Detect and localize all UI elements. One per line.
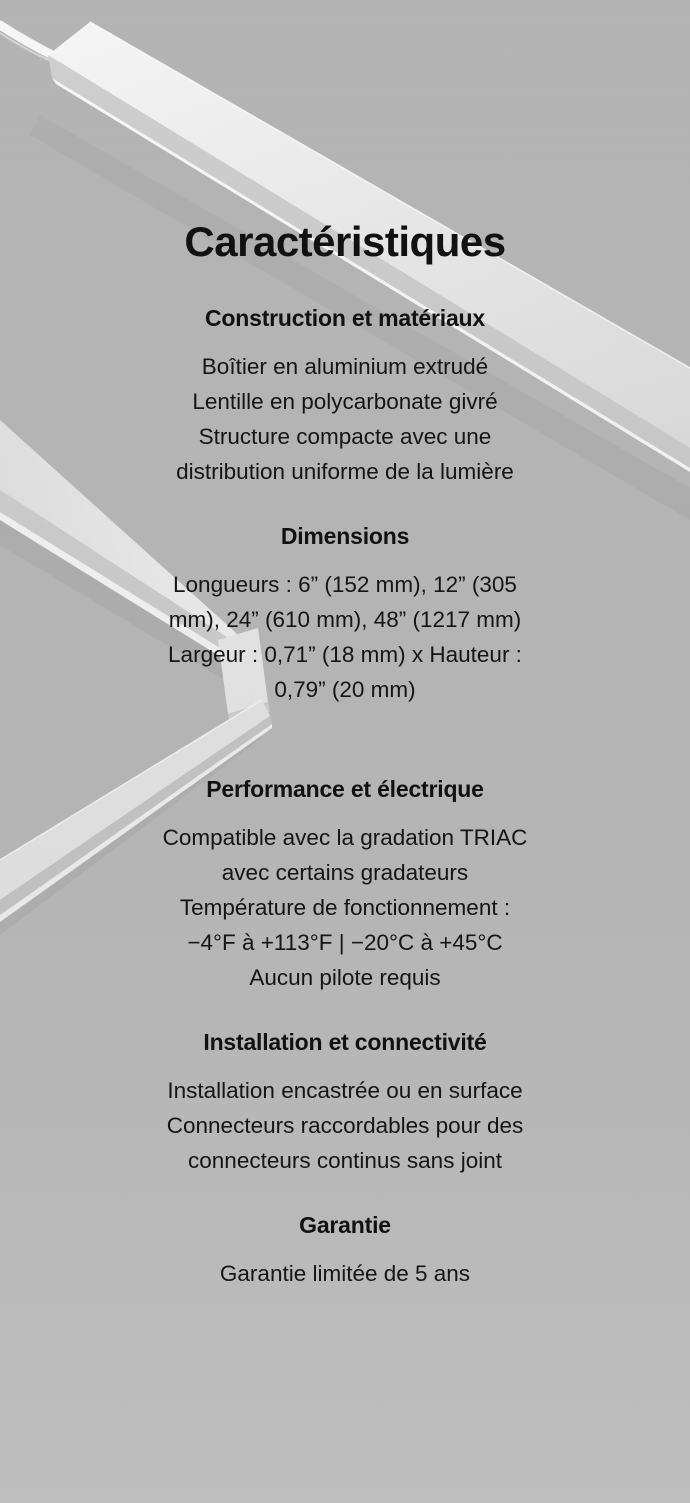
section-body: [0, 1256, 690, 1291]
section-line: Longueurs : 6” (152 mm), 12” (305: [173, 572, 517, 597]
section-line: Température de fonctionnement :: [179, 895, 511, 920]
section-line: Lentille en polycarbonate givré: [192, 389, 498, 414]
section-line: Largeur : 0,71” (18 mm) x Hauteur :: [168, 642, 522, 667]
section-line: Structure compacte avec une: [198, 424, 492, 449]
section-warranty: [0, 1209, 690, 1291]
section-line: connecteurs continus sans joint: [188, 1148, 502, 1173]
section-line: Connecteurs raccordables pour des: [166, 1113, 524, 1138]
section-performance: [0, 773, 690, 995]
section-body: [0, 349, 690, 489]
section-heading: Installation et connectivité: [203, 1029, 487, 1055]
section-line: Installation encastrée ou en surface: [167, 1078, 523, 1103]
section-heading: Construction et matériaux: [205, 305, 485, 331]
section-line: Boîtier en aluminium extrudé: [201, 354, 489, 379]
section-body: [0, 567, 690, 707]
section-heading: Performance et électrique: [206, 776, 484, 802]
section-line: Aucun pilote requis: [249, 965, 441, 990]
section-line: −4°F à +113°F | −20°C à +45°C: [187, 930, 503, 955]
section-line: avec certains gradateurs: [221, 860, 469, 885]
section-heading: Garantie: [299, 1212, 391, 1238]
section-body: [0, 820, 690, 995]
section-line: distribution uniforme de la lumière: [176, 459, 514, 484]
page-title: Caractéristiques: [184, 218, 506, 265]
section-line: 0,79” (20 mm): [274, 677, 416, 702]
section-line: mm), 24” (610 mm), 48” (1217 mm): [168, 607, 522, 632]
section-heading: Dimensions: [280, 523, 410, 549]
section-dimensions: [0, 520, 690, 707]
section-installation: [0, 1026, 690, 1178]
section-line: Compatible avec la gradation TRIAC: [162, 825, 528, 850]
section-line: Garantie limitée de 5 ans: [219, 1261, 471, 1286]
section-body: [0, 1073, 690, 1178]
section-construction: [0, 302, 690, 489]
